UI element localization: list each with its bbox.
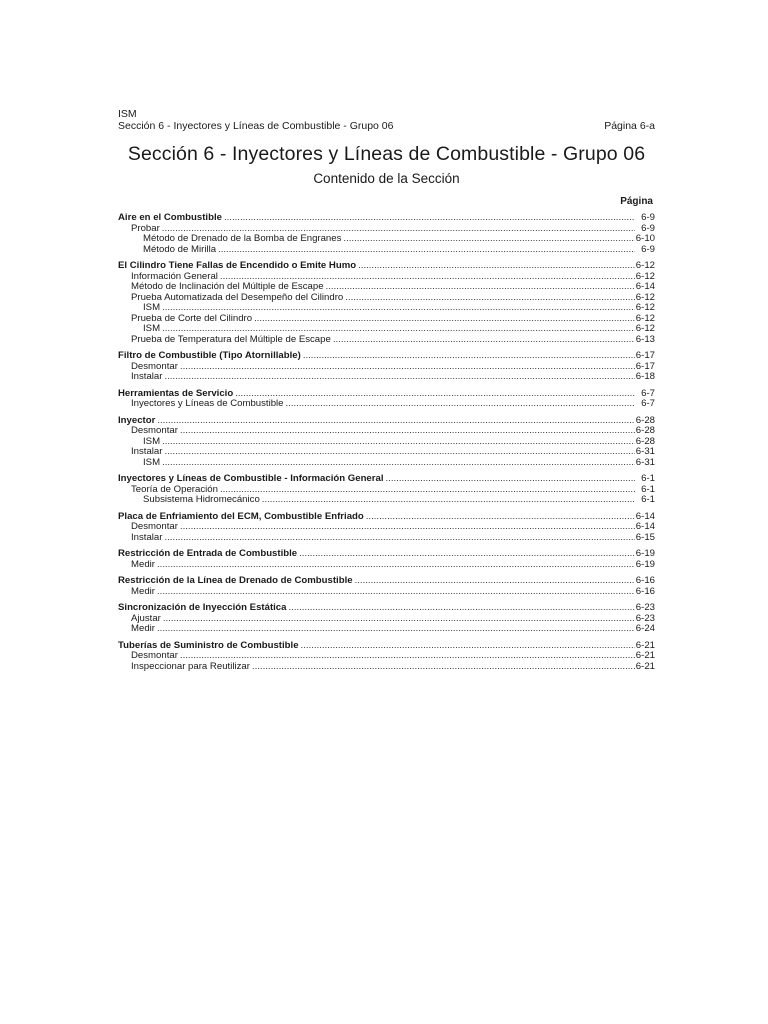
toc-entry-row[interactable]	[118, 303, 655, 314]
toc-heading-row[interactable]	[118, 603, 655, 614]
toc-entry-label: Prueba Automatizada del Desempeño del Cilindro	[131, 291, 344, 303]
dot-leader	[301, 351, 635, 362]
dot-leader	[297, 549, 635, 560]
toc-entry-row[interactable]	[118, 447, 655, 458]
toc-page-number: 6-12	[635, 302, 655, 313]
toc-page-number: 6-14	[635, 521, 655, 532]
dot-leader	[324, 282, 635, 293]
toc-entry-label: ISM	[143, 435, 161, 447]
dot-leader	[160, 437, 635, 448]
toc-entry-row[interactable]	[118, 324, 655, 335]
toc-entry-row[interactable]	[118, 282, 655, 293]
toc-entry-row[interactable]	[118, 426, 655, 437]
toc-page-number: 6-31	[635, 446, 655, 457]
toc-entry-label: Desmontar	[131, 360, 178, 372]
page-title: Sección 6 - Inyectores y Líneas de Combustible - Grupo 06	[127, 143, 646, 165]
toc-entry-label: Probar	[131, 222, 160, 234]
toc-entry-label: Desmontar	[131, 521, 178, 532]
toc-entry-row[interactable]	[118, 533, 655, 544]
toc-group	[118, 512, 655, 544]
toc-heading-row[interactable]	[118, 261, 655, 272]
toc-page-number: 6-28	[635, 425, 655, 436]
toc-entry-label: Instalar	[131, 371, 163, 382]
dot-leader	[299, 641, 635, 652]
toc-entry-row[interactable]	[118, 522, 655, 533]
toc-page-number: 6-16	[635, 585, 655, 597]
running-header-section	[118, 120, 655, 132]
toc-entry-label: Inyectores y Líneas de Combustible - Información General	[118, 473, 384, 484]
toc-entry-row[interactable]	[118, 245, 655, 256]
toc-page-number: 6-10	[635, 233, 655, 244]
toc-page-number: 6-23	[635, 602, 655, 613]
toc-entry-label: Instalar	[131, 531, 163, 543]
toc-heading-row[interactable]	[118, 474, 655, 485]
toc-entry-row[interactable]	[118, 624, 655, 635]
toc-page-number: 6-28	[635, 435, 655, 447]
toc-group	[118, 213, 655, 255]
page-subtitle: Contenido de la Sección	[313, 171, 460, 186]
toc-page-number: 6-17	[635, 350, 655, 361]
toc-page-number: 6-7	[641, 398, 655, 409]
toc-page-number: 6-1	[641, 494, 655, 505]
dot-leader	[160, 303, 635, 314]
toc-entry-row[interactable]	[118, 495, 655, 506]
toc-page-number: 6-17	[635, 360, 655, 372]
dot-leader	[155, 587, 635, 598]
toc-entry-label: Información General	[131, 270, 218, 282]
toc-entry-row[interactable]	[118, 560, 655, 571]
dot-leader	[178, 651, 635, 662]
toc-entry-row[interactable]	[118, 293, 655, 304]
toc-entry-label: Inyectores y Líneas de Combustible	[131, 398, 284, 409]
toc-entry-label: Aire en el Combustible	[118, 212, 222, 223]
toc-heading-row[interactable]	[118, 351, 655, 362]
toc-entry-label: Método de Inclinación del Múltiple de Escape	[131, 281, 324, 292]
toc-entry-label: Instalar	[131, 446, 163, 457]
toc-page-number: 6-1	[641, 483, 655, 495]
toc-page-number: 6-21	[635, 660, 655, 672]
toc-entry-label: Método de Mirilla	[143, 243, 217, 255]
dot-leader	[250, 662, 635, 673]
dot-leader	[155, 416, 635, 427]
toc-entry-label: Prueba de Temperatura del Múltiple de Escape	[131, 333, 331, 345]
header-product: ISM	[118, 108, 137, 120]
toc-page-number: 6-16	[635, 575, 655, 586]
toc-page-number: 6-12	[635, 260, 655, 271]
toc-entry-row[interactable]	[118, 662, 655, 673]
toc-entry-row[interactable]	[118, 437, 655, 448]
toc-entry-label: Prueba de Corte del Cilindro	[131, 312, 253, 324]
toc-page-number: 6-15	[635, 531, 655, 543]
toc-entry-label: Placa de Enfriamiento del ECM, Combustible Enfriado	[118, 510, 364, 522]
toc-page-number: 6-12	[635, 312, 655, 324]
toc-group	[118, 474, 655, 506]
toc-group	[118, 549, 655, 570]
dot-leader	[343, 293, 635, 304]
toc-entry-label: Método de Drenado de la Bomba de Engranes	[143, 233, 342, 244]
toc-entry-label: Inyector	[118, 414, 156, 426]
header-page-ref: Página 6-a	[604, 120, 655, 132]
toc-page-number: 6-14	[635, 281, 655, 292]
toc-page-number: 6-9	[641, 243, 655, 255]
dot-leader	[162, 447, 635, 458]
dot-leader	[155, 624, 635, 635]
dot-leader	[161, 614, 635, 625]
table-of-contents	[118, 213, 655, 672]
toc-page-number: 6-23	[635, 612, 655, 624]
toc-entry-label: Ajustar	[131, 612, 161, 624]
toc-entry-label: Teoría de Operación	[131, 483, 218, 495]
toc-entry-row[interactable]	[118, 587, 655, 598]
toc-entry-label: Medir	[131, 558, 155, 570]
toc-entry-row[interactable]	[118, 362, 655, 373]
toc-entry-label: Medir	[131, 585, 155, 597]
toc-entry-label: ISM	[143, 323, 161, 334]
toc-entry-label: Filtro de Combustible (Tipo Atornillable)	[118, 350, 301, 361]
dot-leader	[216, 245, 635, 256]
toc-group	[118, 576, 655, 597]
toc-group	[118, 351, 655, 383]
toc-entry-row[interactable]	[118, 651, 655, 662]
toc-entry-row[interactable]	[118, 335, 655, 346]
toc-page-number: 6-12	[635, 291, 655, 303]
toc-entry-row[interactable]	[118, 399, 655, 410]
toc-group	[118, 389, 655, 410]
toc-page-number: 6-12	[635, 270, 655, 282]
dot-leader	[341, 234, 635, 245]
dot-leader	[364, 512, 635, 523]
document-page	[118, 108, 655, 678]
toc-entry-label: Inspeccionar para Reutilizar	[131, 660, 250, 672]
toc-heading-row[interactable]	[118, 549, 655, 560]
dot-leader	[160, 458, 635, 469]
dot-leader	[260, 495, 635, 506]
toc-group	[118, 416, 655, 469]
dot-leader	[162, 372, 635, 383]
dot-leader	[331, 335, 635, 346]
toc-heading-row[interactable]	[118, 576, 655, 587]
dot-leader	[356, 261, 635, 272]
dot-leader	[155, 560, 635, 571]
toc-entry-label: Herramientas de Servicio	[118, 387, 234, 399]
toc-entry-label: ISM	[143, 456, 161, 468]
toc-page-number: 6-9	[641, 212, 655, 223]
toc-group	[118, 641, 655, 673]
dot-leader	[384, 474, 636, 485]
toc-entry-label: Sincronización de Inyección Estática	[118, 602, 287, 613]
toc-group	[118, 261, 655, 345]
header-section-line: Sección 6 - Inyectores y Líneas de Combustible - Grupo 06	[118, 120, 394, 132]
toc-entry-label: ISM	[143, 302, 161, 313]
toc-entry-label: Desmontar	[131, 425, 178, 436]
toc-page-number: 6-14	[635, 510, 655, 522]
dot-leader	[218, 485, 635, 496]
toc-page-number: 6-19	[635, 548, 655, 559]
toc-entry-row[interactable]	[118, 458, 655, 469]
dot-leader	[286, 603, 635, 614]
toc-page-number: 6-18	[635, 371, 655, 382]
toc-entry-row[interactable]	[118, 372, 655, 383]
running-header-product	[118, 108, 655, 120]
page-column-label: Página	[620, 196, 653, 207]
toc-entry-row[interactable]	[118, 314, 655, 325]
toc-page-number: 6-1	[641, 473, 655, 484]
dot-leader	[178, 362, 635, 373]
dot-leader	[162, 533, 635, 544]
toc-page-number: 6-28	[635, 414, 655, 426]
toc-page-number: 6-31	[635, 456, 655, 468]
dot-leader	[178, 426, 635, 437]
toc-heading-row[interactable]	[118, 213, 655, 224]
toc-entry-label: Medir	[131, 623, 155, 634]
toc-page-number: 6-24	[635, 623, 655, 634]
toc-page-number: 6-12	[635, 323, 655, 334]
toc-entry-label: Subsistema Hidromecánico	[143, 494, 260, 505]
toc-entry-label: Restricción de la Línea de Drenado de Combustible	[118, 575, 353, 586]
dot-leader	[233, 389, 635, 400]
toc-heading-row[interactable]	[118, 641, 655, 652]
dot-leader	[160, 324, 635, 335]
toc-heading-row[interactable]	[118, 512, 655, 523]
toc-group	[118, 603, 655, 635]
dot-leader	[178, 522, 635, 533]
dot-leader	[252, 314, 635, 325]
toc-page-number: 6-19	[635, 558, 655, 570]
dot-leader	[222, 213, 635, 224]
toc-entry-label: Tuberías de Suministro de Combustible	[118, 639, 299, 651]
toc-page-number: 6-21	[635, 650, 655, 661]
toc-entry-row[interactable]	[118, 614, 655, 625]
toc-page-number: 6-7	[641, 387, 655, 399]
toc-entry-label: Restricción de Entrada de Combustible	[118, 548, 298, 559]
toc-page-number: 6-21	[635, 639, 655, 651]
toc-page-number: 6-9	[641, 222, 655, 234]
toc-entry-row[interactable]	[118, 234, 655, 245]
toc-entry-label: Desmontar	[131, 650, 178, 661]
dot-leader	[284, 399, 635, 410]
toc-entry-label: El Cilindro Tiene Fallas de Encendido o Emite Humo	[118, 260, 357, 271]
dot-leader	[353, 576, 635, 587]
toc-page-number: 6-13	[635, 333, 655, 345]
toc-heading-row[interactable]	[118, 416, 655, 427]
